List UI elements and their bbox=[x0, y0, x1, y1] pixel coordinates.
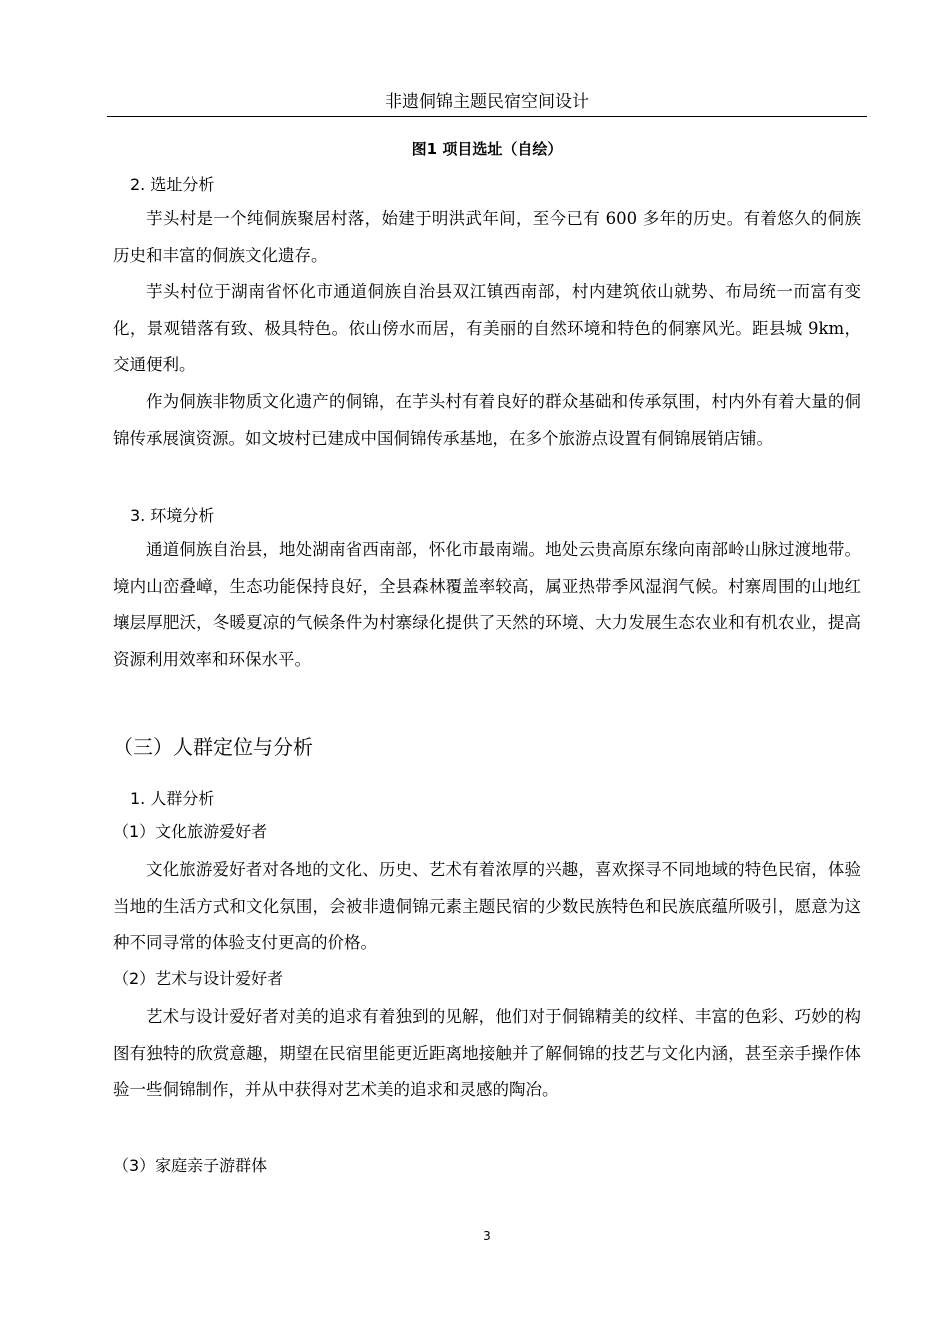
site-analysis-heading: 2. 选址分析 bbox=[130, 175, 215, 194]
page-number: 3 bbox=[483, 1229, 491, 1243]
header-rule bbox=[107, 116, 867, 117]
group-2-paragraph: 艺术与设计爱好者对美的追求有着独到的见解，他们对于侗锦精美的纹样、丰富的色彩、巧妙的构图有独特的欣赏意趣，期望在民宿里能更近距离地接触并了解侗锦的技艺与文化内涵，甚至亲手操作体验一些侗锦制作，并从中获得对艺术美的追求和灵感的陶冶。 bbox=[113, 1007, 861, 1099]
group-2-label: （2）艺术与设计爱好者 bbox=[113, 969, 284, 988]
environment-analysis-heading: 3. 环境分析 bbox=[130, 506, 215, 525]
group-1-label: （1）文化旅游爱好者 bbox=[113, 822, 268, 841]
section-title: （三）人群定位与分析 bbox=[113, 735, 313, 759]
site-analysis-paragraph-3: 作为侗族非物质文化遗产的侗锦，在芋头村有着良好的群众基础和传承氛围，村内外有着大量的侗锦传承展演资源。如文坡村已建成中国侗锦传承基地，在多个旅游点设置有侗锦展销店铺。 bbox=[113, 392, 861, 448]
site-analysis-paragraph-1: 芋头村是一个纯侗族聚居村落，始建于明洪武年间，至今已有 600 多年的历史。有着悠久的侗族历史和丰富的侗族文化遗存。 bbox=[113, 209, 861, 265]
group-3-label: （3）家庭亲子游群体 bbox=[113, 1156, 268, 1175]
environment-analysis-paragraph: 通道侗族自治县，地处湖南省西南部，怀化市最南端。地处云贵高原东缘向南部岭山脉过渡地带。境内山峦叠嶂，生态功能保持良好，全县森林覆盖率较高，属亚热带季风湿润气候。村寨周围的山地红壤层厚肥沃，冬暖夏凉的气候条件为村寨绿化提供了天然的环境、大力发展生态农业和有机农业，提高资源利用效率和环保水平。 bbox=[113, 540, 861, 669]
group-1-paragraph: 文化旅游爱好者对各地的文化、历史、艺术有着浓厚的兴趣，喜欢探寻不同地域的特色民宿，体验当地的生活方式和文化氛围，会被非遗侗锦元素主题民宿的少数民族特色和民族底蕴所吸引，愿意为这种不同寻常的体验支付更高的价格。 bbox=[113, 860, 861, 952]
running-header: 非遗侗锦主题民宿空间设计 bbox=[385, 92, 589, 112]
site-analysis-paragraph-2: 芋头村位于湖南省怀化市通道侗族自治县双江镇西南部，村内建筑依山就势、布局统一而富有变化，景观错落有致、极具特色。依山傍水而居，有美丽的自然环境和特色的侗寨风光。距县城 9km，交通便利。 bbox=[113, 282, 861, 374]
figure-caption: 图1 项目选址（自绘） bbox=[411, 140, 563, 158]
crowd-analysis-heading: 1. 人群分析 bbox=[130, 789, 215, 808]
